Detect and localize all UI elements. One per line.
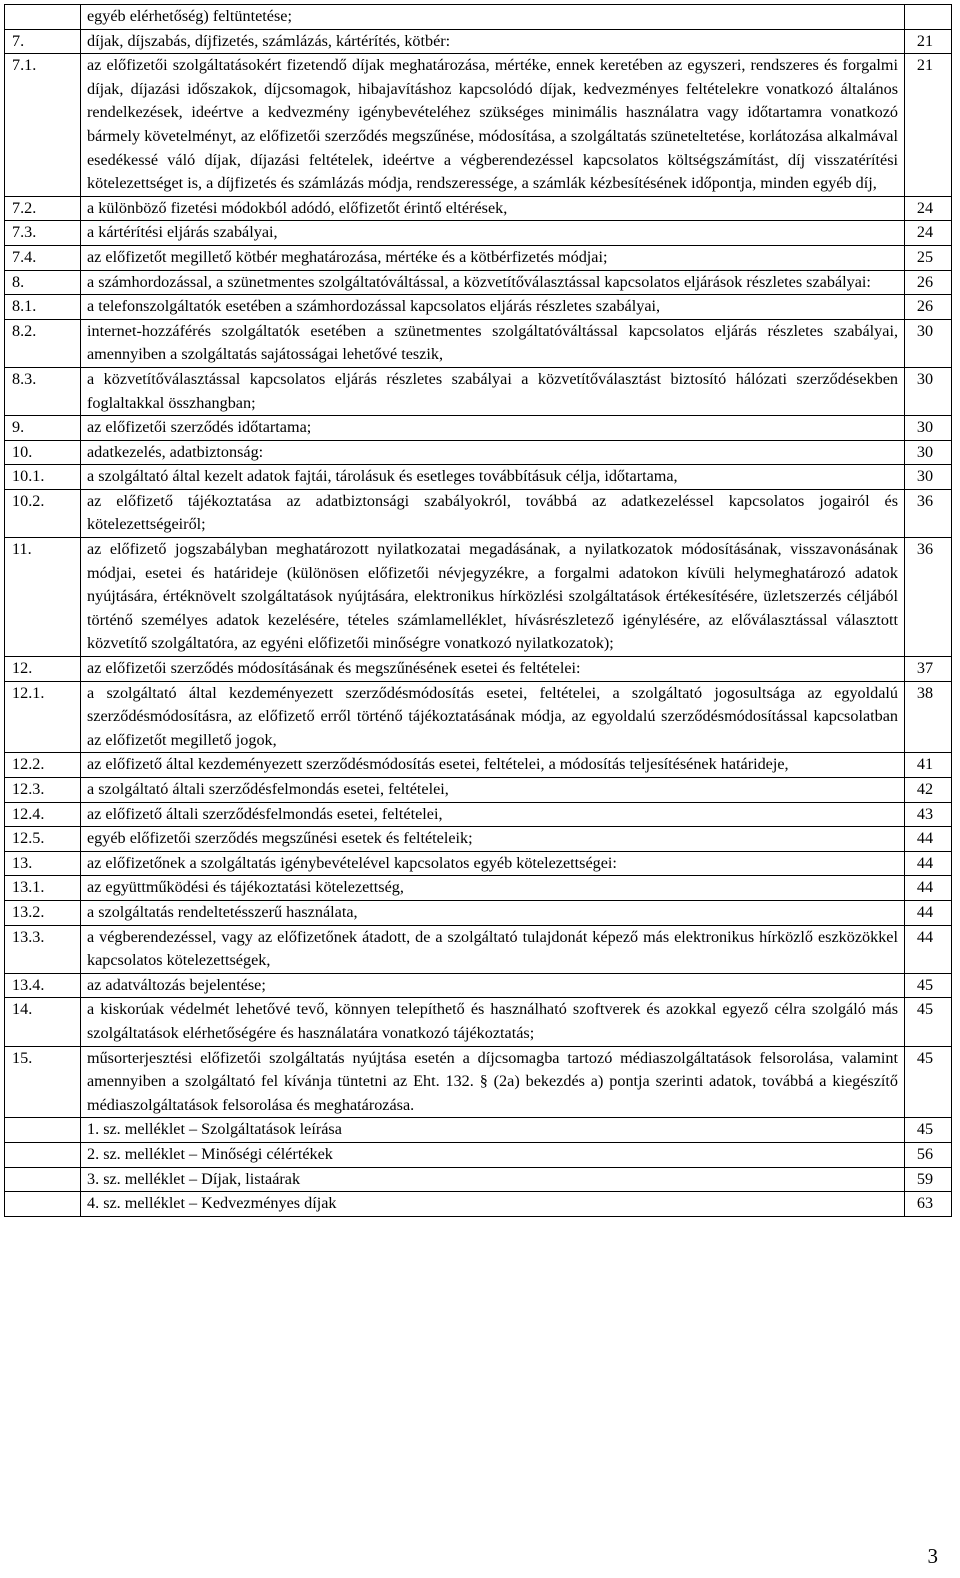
toc-entry-text: az előfizetői szerződés módosításának és megszűnésének esetei és feltételei: bbox=[81, 657, 905, 682]
toc-section-number: 7. bbox=[5, 29, 81, 54]
toc-page-number: 44 bbox=[905, 827, 952, 852]
toc-row bbox=[5, 270, 952, 295]
toc-page-number: 26 bbox=[905, 295, 952, 320]
toc-page-number: 56 bbox=[905, 1142, 952, 1167]
toc-entry-text: az együttműködési és tájékoztatási kötelezettség, bbox=[81, 876, 905, 901]
toc-entry-text: 2. sz. melléklet – Minőségi célértékek bbox=[81, 1142, 905, 1167]
toc-entry-text: internet-hozzáférés szolgáltatók esetében a szünetmentes szolgáltatóváltással kapcsolatos eljárás részletes szabályai, amennyiben a szolgáltatás sajátosságai lehetővé teszik, bbox=[81, 319, 905, 367]
toc-row bbox=[5, 657, 952, 682]
toc-section-number: 10. bbox=[5, 440, 81, 465]
table-of-contents bbox=[4, 4, 952, 1217]
toc-section-number: 12. bbox=[5, 657, 81, 682]
toc-page-number: 45 bbox=[905, 998, 952, 1046]
toc-entry-text: a szolgáltató általi szerződésfelmondás esetei, feltételei, bbox=[81, 778, 905, 803]
toc-row bbox=[5, 538, 952, 657]
toc-entry-text: az előfizetőnek a szolgáltatás igénybevételével kapcsolatos egyéb kötelezettségei: bbox=[81, 851, 905, 876]
toc-section-number bbox=[5, 1118, 81, 1143]
toc-row bbox=[5, 973, 952, 998]
toc-row bbox=[5, 245, 952, 270]
toc-page-number: 30 bbox=[905, 440, 952, 465]
toc-section-number: 12.2. bbox=[5, 753, 81, 778]
toc-section-number: 14. bbox=[5, 998, 81, 1046]
toc-section-number: 13. bbox=[5, 851, 81, 876]
toc-row bbox=[5, 802, 952, 827]
toc-section-number: 10.2. bbox=[5, 489, 81, 537]
toc-entry-text: a különböző fizetési módokból adódó, előfizetőt érintő eltérések, bbox=[81, 196, 905, 221]
toc-entry-text: egyéb elérhetőség) feltüntetése; bbox=[81, 5, 905, 30]
toc-page-number: 36 bbox=[905, 538, 952, 657]
toc-section-number: 13.3. bbox=[5, 925, 81, 973]
toc-section-number bbox=[5, 5, 81, 30]
toc-section-number: 8.2. bbox=[5, 319, 81, 367]
toc-section-number bbox=[5, 1192, 81, 1217]
toc-entry-text: az előfizető jogszabályban meghatározott nyilatkozatai megadásának, a nyilatkozatok módosításának, visszavonásának módjai, esetei és határideje (különösen előfizetői névjegyzékre, a forgalmi adatokon kívüli helymeghatározó adatok nyújtására, értéknövelt szolgáltatások nyújtására, elektronikus hírközlési szolgáltatások értékesítésére, üzletszerzés céljából történő személyes adatok kezelésére, tételes számlamelléklet, hívásrészletező igénylésére, az előválasztással választott közvetítő szolgáltatóra, az egyéni előfizetői minőségre vonatkozó nyilatkozatok); bbox=[81, 538, 905, 657]
toc-section-number: 12.1. bbox=[5, 681, 81, 753]
toc-row bbox=[5, 196, 952, 221]
toc-entry-text: a számhordozással, a szünetmentes szolgáltatóváltással, a közvetítőválasztással kapcsolatos eljárások részletes szabályai: bbox=[81, 270, 905, 295]
toc-entry-text: a szolgáltatás rendeltetésszerű használata, bbox=[81, 900, 905, 925]
toc-entry-text: az előfizetőt megillető kötbér meghatározása, mértéke és a kötbérfizetés módjai; bbox=[81, 245, 905, 270]
toc-entry-text: műsorterjesztési előfizetői szolgáltatás nyújtása esetén a díjcsomagba tartozó médiaszolgáltatások felsorolása, valamint amennyiben a szolgáltató fel kívánja tüntetni az Eht. 132. § (2a) bekezdés a) pontja szerinti adatok, továbbá a kiegészítő médiaszolgáltatások felsorolása és meghatározása. bbox=[81, 1046, 905, 1118]
toc-section-number: 7.2. bbox=[5, 196, 81, 221]
toc-body bbox=[5, 5, 952, 1217]
toc-page-number: 37 bbox=[905, 657, 952, 682]
toc-entry-text: az előfizető által kezdeményezett szerződésmódosítás esetei, feltételei, a módosítás teljesítésének határideje, bbox=[81, 753, 905, 778]
toc-page-number: 30 bbox=[905, 416, 952, 441]
toc-entry-text: az előfizetői szolgáltatásokért fizetendő díjak meghatározása, mértéke, ennek keretében az egyszeri, rendszeres és forgalmi díjak, díjazási időszakok, díjcsomagok, hibajavításhoz kapcsolódó díjak, kedvezményes feltételekre vonatkozó általános rendelkezések, ideértve a kedvezmény igénybevételéhez szükséges minimális használatra vagy időtartamra vonatkozó bármely követelményt, az előfizetői szerződés megszűnése, módosítása, a szolgáltatás szüneteltetése, korlátozása alkalmával esedékessé váló díjak, díjazási feltételek, ideértve a végberendezéssel kapcsolatos költségszámítást, díj visszatérítési kötelezettséget is, a díjfizetés és számlázás módja, rendszeressége, a számlák kézbesítésének időpontja, minden egyéb díj, bbox=[81, 54, 905, 197]
toc-row bbox=[5, 1167, 952, 1192]
toc-section-number: 8.1. bbox=[5, 295, 81, 320]
toc-page-number: 25 bbox=[905, 245, 952, 270]
toc-section-number: 12.4. bbox=[5, 802, 81, 827]
toc-page-number: 44 bbox=[905, 851, 952, 876]
toc-row bbox=[5, 1046, 952, 1118]
toc-section-number: 12.3. bbox=[5, 778, 81, 803]
toc-page-number: 44 bbox=[905, 900, 952, 925]
toc-entry-text: 1. sz. melléklet – Szolgáltatások leírása bbox=[81, 1118, 905, 1143]
toc-row bbox=[5, 778, 952, 803]
toc-row bbox=[5, 489, 952, 537]
toc-row bbox=[5, 851, 952, 876]
toc-page-number: 30 bbox=[905, 465, 952, 490]
toc-section-number: 15. bbox=[5, 1046, 81, 1118]
toc-entry-text: az előfizető tájékoztatása az adatbiztonsági szabályokról, továbbá az adatkezeléssel kapcsolatos jogairól és kötelezettségeiről; bbox=[81, 489, 905, 537]
toc-row bbox=[5, 1192, 952, 1217]
toc-section-number bbox=[5, 1142, 81, 1167]
toc-page-number: 30 bbox=[905, 319, 952, 367]
toc-entry-text: az előfizetői szerződés időtartama; bbox=[81, 416, 905, 441]
toc-row bbox=[5, 295, 952, 320]
toc-page-number: 42 bbox=[905, 778, 952, 803]
toc-page-number: 59 bbox=[905, 1167, 952, 1192]
toc-page-number: 26 bbox=[905, 270, 952, 295]
toc-section-number: 8. bbox=[5, 270, 81, 295]
toc-page-number: 63 bbox=[905, 1192, 952, 1217]
toc-entry-text: a kártérítési eljárás szabályai, bbox=[81, 221, 905, 246]
toc-page-number: 45 bbox=[905, 1118, 952, 1143]
toc-entry-text: az előfizető általi szerződésfelmondás esetei, feltételei, bbox=[81, 802, 905, 827]
toc-row bbox=[5, 1142, 952, 1167]
toc-page-number: 24 bbox=[905, 196, 952, 221]
toc-row bbox=[5, 827, 952, 852]
toc-page-number: 41 bbox=[905, 753, 952, 778]
toc-row bbox=[5, 900, 952, 925]
toc-entry-text: 3. sz. melléklet – Díjak, listaárak bbox=[81, 1167, 905, 1192]
toc-section-number: 12.5. bbox=[5, 827, 81, 852]
toc-entry-text: a közvetítőválasztással kapcsolatos eljárás részletes szabályai a közvetítőválasztást biztosító hálózati szerződésekben foglaltakkal összhangban; bbox=[81, 367, 905, 415]
toc-page-number: 24 bbox=[905, 221, 952, 246]
toc-page-number: 45 bbox=[905, 973, 952, 998]
toc-section-number bbox=[5, 1167, 81, 1192]
toc-entry-text: a végberendezéssel, vagy az előfizetőnek átadott, de a szolgáltató tulajdonát képező más elektronikus hírközlő eszközökkel kapcsolatos kötelezettségek, bbox=[81, 925, 905, 973]
toc-section-number: 7.3. bbox=[5, 221, 81, 246]
toc-page-number: 30 bbox=[905, 367, 952, 415]
toc-section-number: 8.3. bbox=[5, 367, 81, 415]
toc-page-number: 43 bbox=[905, 802, 952, 827]
toc-entry-text: adatkezelés, adatbiztonság: bbox=[81, 440, 905, 465]
toc-row bbox=[5, 221, 952, 246]
toc-row bbox=[5, 465, 952, 490]
toc-row bbox=[5, 29, 952, 54]
toc-row bbox=[5, 54, 952, 197]
toc-row bbox=[5, 998, 952, 1046]
toc-page-number: 21 bbox=[905, 54, 952, 197]
page-number: 3 bbox=[927, 1544, 938, 1568]
toc-entry-text: az adatváltozás bejelentése; bbox=[81, 973, 905, 998]
toc-page-number: 21 bbox=[905, 29, 952, 54]
toc-entry-text: díjak, díjszabás, díjfizetés, számlázás, kártérítés, kötbér: bbox=[81, 29, 905, 54]
toc-section-number: 13.4. bbox=[5, 973, 81, 998]
toc-entry-text: 4. sz. melléklet – Kedvezményes díjak bbox=[81, 1192, 905, 1217]
toc-section-number: 11. bbox=[5, 538, 81, 657]
toc-page-number: 45 bbox=[905, 1046, 952, 1118]
toc-page-number: 44 bbox=[905, 876, 952, 901]
toc-row bbox=[5, 876, 952, 901]
toc-row bbox=[5, 925, 952, 973]
toc-entry-text: a kiskorúak védelmét lehetővé tevő, könnyen telepíthető és használható szoftverek és azokkal egyező célra szolgáló más szolgáltatások elérhetőségére és használatára vonatkozó tájékoztatás; bbox=[81, 998, 905, 1046]
toc-row bbox=[5, 440, 952, 465]
toc-section-number: 9. bbox=[5, 416, 81, 441]
toc-section-number: 13.1. bbox=[5, 876, 81, 901]
toc-page-number: 36 bbox=[905, 489, 952, 537]
toc-row bbox=[5, 753, 952, 778]
toc-row bbox=[5, 681, 952, 753]
toc-entry-text: a szolgáltató által kezelt adatok fajtái, tárolásuk és esetleges továbbításuk célja, időtartama, bbox=[81, 465, 905, 490]
toc-entry-text: a telefonszolgáltatók esetében a számhordozással kapcsolatos eljárás részletes szabályai, bbox=[81, 295, 905, 320]
toc-section-number: 7.4. bbox=[5, 245, 81, 270]
toc-section-number: 7.1. bbox=[5, 54, 81, 197]
toc-row bbox=[5, 416, 952, 441]
toc-page-number: 38 bbox=[905, 681, 952, 753]
toc-page-number: 44 bbox=[905, 925, 952, 973]
toc-page-number bbox=[905, 5, 952, 30]
toc-row bbox=[5, 319, 952, 367]
toc-row bbox=[5, 367, 952, 415]
toc-row bbox=[5, 1118, 952, 1143]
toc-entry-text: egyéb előfizetői szerződés megszűnési esetek és feltételeik; bbox=[81, 827, 905, 852]
toc-section-number: 10.1. bbox=[5, 465, 81, 490]
toc-row bbox=[5, 5, 952, 30]
toc-entry-text: a szolgáltató által kezdeményezett szerződésmódosítás esetei, feltételei, a szolgáltató jogosultsága az egyoldalú szerződésmódosításra, az előfizető erről történő tájékoztatásának módja, az egyoldalú szerződésmódosítással kapcsolatban az előfizetőt megillető jogok, bbox=[81, 681, 905, 753]
toc-section-number: 13.2. bbox=[5, 900, 81, 925]
